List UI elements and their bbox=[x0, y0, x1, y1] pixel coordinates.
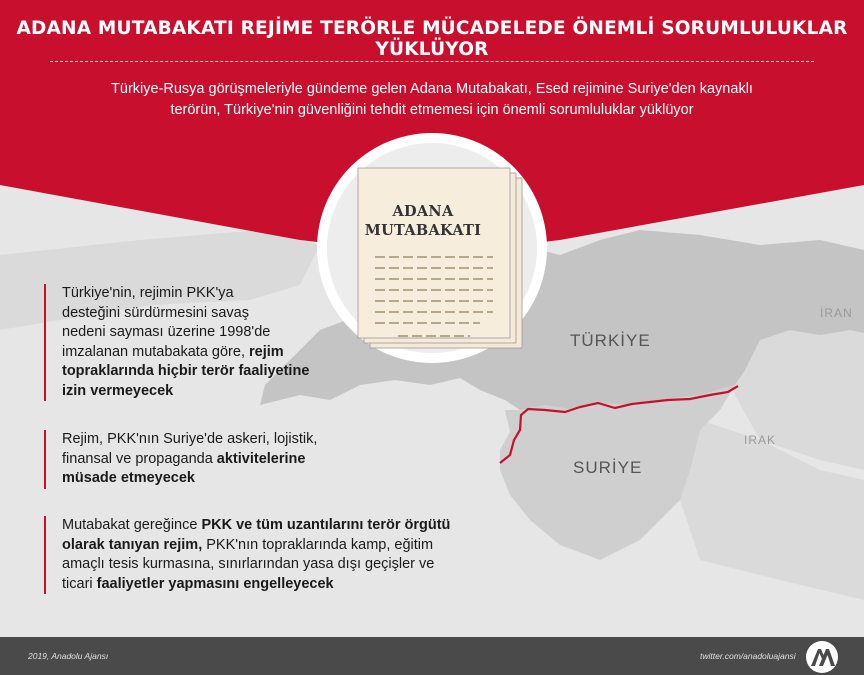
point-3-line-4 bbox=[62, 575, 514, 595]
point-3-line-2-plain: PKK'nın topraklarında kamp, eğitim bbox=[202, 536, 434, 553]
label-iran: İRAN bbox=[820, 306, 853, 320]
point-1-line-4-plain: imzalanan mutabakata göre, bbox=[62, 343, 249, 360]
point-3 bbox=[44, 516, 514, 594]
point-3-line-3: amaçlı tesis kurmasına, sınırlarından yasa dışı geçişler ve bbox=[62, 556, 435, 572]
label-turkiye: TÜRKİYE bbox=[570, 331, 651, 350]
document-title-line-2: MUTABAKATI bbox=[364, 222, 482, 239]
point-1-line-3: nedeni sayması üzerine 1998'de bbox=[62, 324, 271, 340]
point-1-bold-1: topraklarında hiçbir terör faaliyetine bbox=[62, 363, 310, 379]
point-2-line-3-bold: müsade etmeyecek bbox=[62, 470, 195, 486]
point-3-line-2-bold: olarak tanıyan rejim, bbox=[62, 536, 203, 553]
point-1-line-6 bbox=[62, 382, 344, 402]
point-3-line-1 bbox=[62, 516, 514, 536]
point-2 bbox=[44, 430, 344, 489]
point-1-line-1: Türkiye'nin, rejimin PKK'ya bbox=[62, 285, 234, 301]
point-1 bbox=[44, 284, 344, 401]
point-2-line-2-plain: finansal ve propaganda bbox=[62, 450, 217, 467]
subtitle-line-1: Türkiye-Rusya görüşmeleriyle gündeme gelen Adana Mutabakatı, Esed rejimine Suriye'den kaynaklı bbox=[111, 81, 753, 97]
point-1-line-2: desteğini sürdürmesini savaş bbox=[62, 304, 249, 321]
point-2-line-2-bold: aktivitelerine bbox=[216, 450, 306, 467]
page-title: ADANA MUTABAKATI REJİME TERÖRLE MÜCADELEDE ÖNEMLİ SORUMLULUKLAR YÜKLÜYOR bbox=[16, 18, 848, 60]
point-1-line-5 bbox=[62, 362, 344, 382]
point-2-line-3 bbox=[62, 469, 344, 489]
point-3-line-4-bold: faaliyetler yapmasını engelleyecek bbox=[96, 575, 334, 592]
point-2-line-1: Rejim, PKK'nın Suriye'de askeri, lojistik, bbox=[62, 431, 318, 447]
subtitle-line-2: terörün, Türkiye'nin güvenliğini tehdit etmemesi için önemli sorumluluklar yüklüyor bbox=[170, 102, 694, 118]
point-3-line-2 bbox=[62, 536, 514, 556]
page-subtitle bbox=[70, 79, 794, 121]
footer-twitter-link[interactable]: twitter.com/anadoluajansi bbox=[700, 651, 796, 661]
document-icon bbox=[358, 168, 522, 348]
label-suriye: SURİYE bbox=[573, 458, 643, 477]
title-divider bbox=[50, 61, 814, 62]
point-2-line-2 bbox=[62, 450, 344, 470]
point-1-line-4-bold: rejim bbox=[249, 343, 284, 360]
document-title-line-1: ADANA bbox=[392, 203, 454, 220]
anadolu-logo-icon bbox=[805, 640, 839, 674]
footer-bar bbox=[0, 637, 864, 675]
document-title bbox=[363, 202, 483, 240]
label-irak: IRAK bbox=[744, 433, 777, 447]
point-3-line-1-bold: PKK ve tüm uzantılarını terör örgütü bbox=[201, 517, 451, 533]
point-1-bold-2: izin vermeyecek bbox=[62, 382, 174, 399]
point-1-line-4 bbox=[62, 343, 344, 363]
point-3-line-1-plain: Mutabakat gereğince bbox=[62, 517, 202, 533]
footer-copyright: 2019, Anadolu Ajansı bbox=[28, 651, 109, 661]
point-3-line-4-plain: ticari bbox=[62, 575, 97, 592]
